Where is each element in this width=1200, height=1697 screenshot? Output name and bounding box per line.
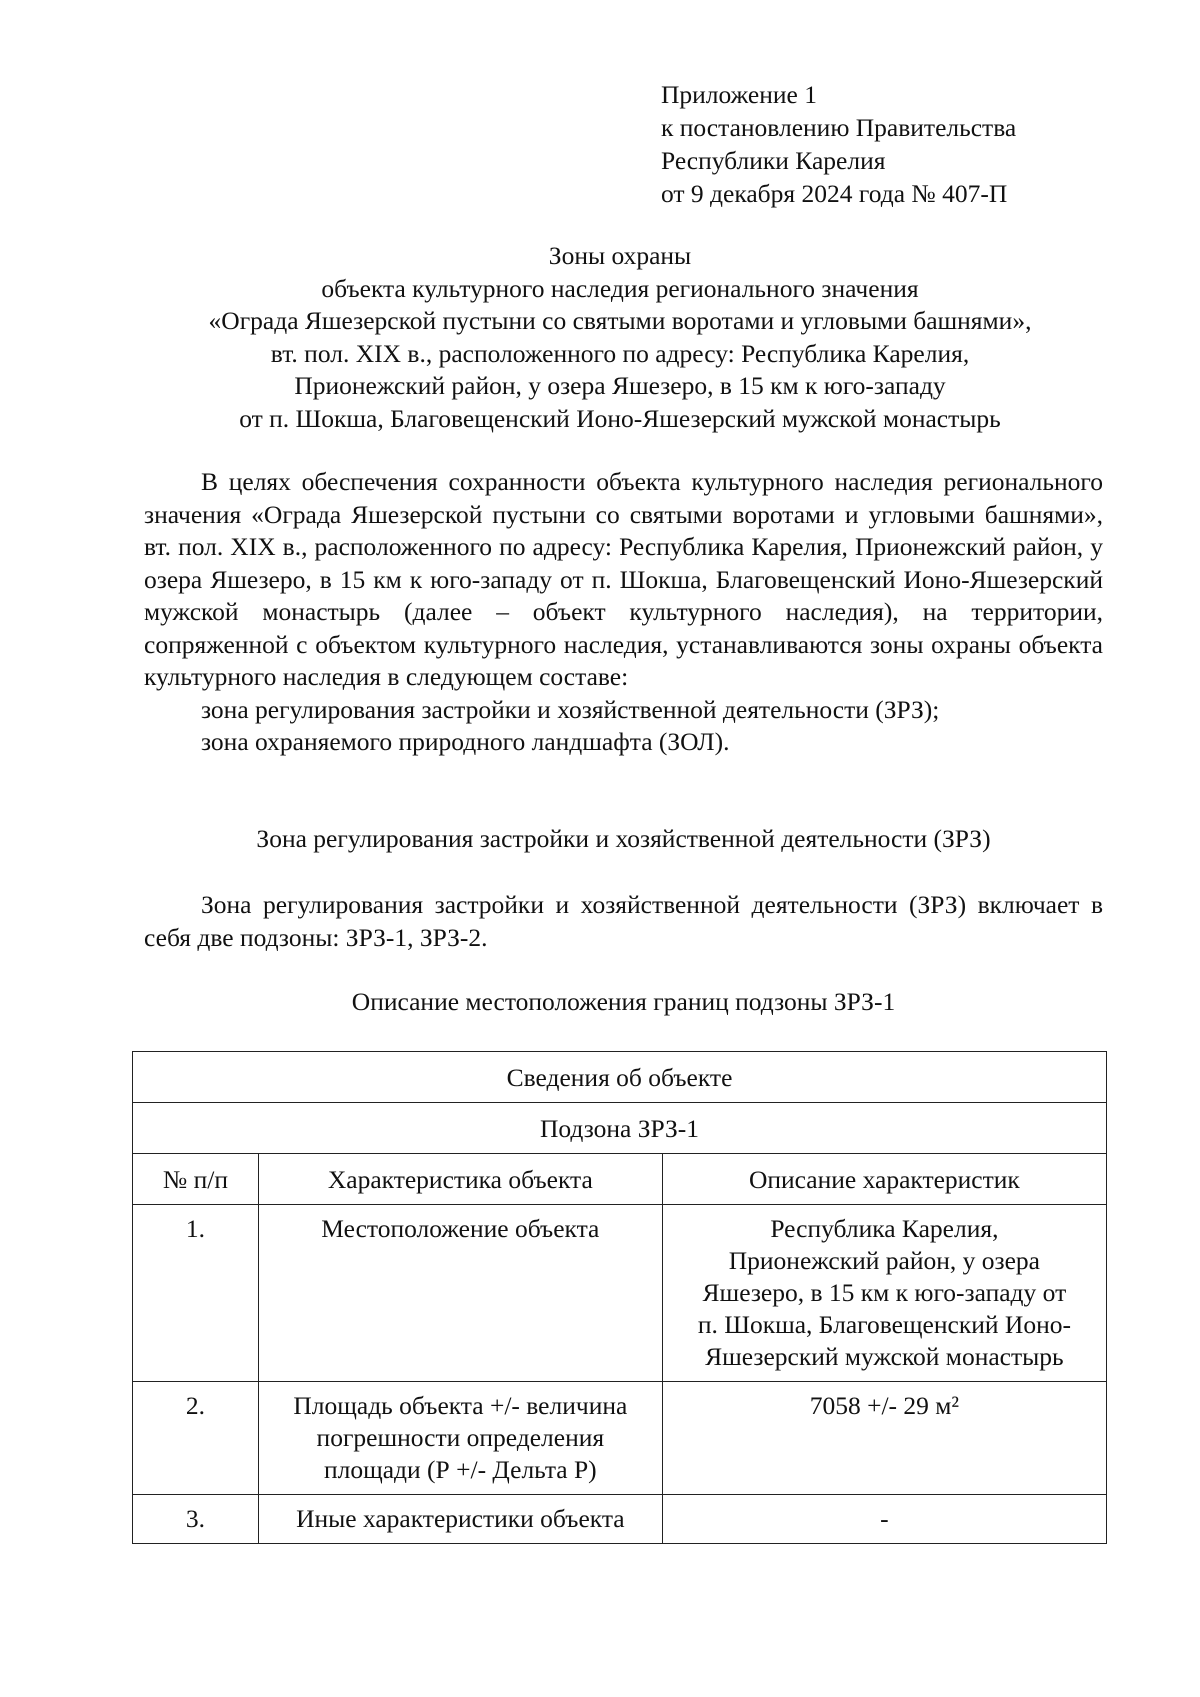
description-line: Яшезерский мужской монастырь — [705, 1342, 1064, 1371]
row-description: 7058 +/- 29 м² — [662, 1382, 1106, 1495]
annex-line: Республики Карелия — [661, 146, 886, 175]
title-line: «Ограда Яшезерской пустыни со святыми воротами и угловыми башнями», — [208, 306, 1032, 335]
row-characteristic: Иные характеристики объекта — [258, 1495, 662, 1544]
title-line: вт. пол. XIX в., расположенного по адресу: Республика Карелия, — [270, 338, 970, 368]
characteristic-line: Площадь объекта +/- величина — [293, 1391, 628, 1420]
row-description — [662, 1205, 1106, 1382]
column-header-number: № п/п — [133, 1154, 259, 1205]
description-line: Яшезеро, в 15 км к юго-западу от — [702, 1278, 1067, 1307]
annex-line: к постановлению Правительства — [661, 113, 1017, 142]
section-paragraph: Зона регулирования застройки и хозяйственной деятельности (ЗРЗ) включает в себя две подзоны: ЗРЗ-1, ЗРЗ-2. — [144, 890, 1103, 952]
description-line: Республика Карелия, — [770, 1214, 999, 1243]
title-line: Прионежский район, у озера Яшезеро, в 15 км к юго-западу — [294, 371, 946, 400]
row-number: 3. — [133, 1495, 259, 1544]
document-title — [120, 240, 1120, 435]
row-number: 1. — [133, 1205, 259, 1382]
annex-line: Приложение 1 — [661, 80, 817, 109]
characteristic-line: погрешности определения — [316, 1423, 605, 1452]
row-number: 2. — [133, 1382, 259, 1495]
description-line: Прионежский район, у озера — [728, 1246, 1041, 1275]
title-line: Зоны охраны — [548, 241, 692, 270]
row-description: - — [662, 1495, 1106, 1544]
intro-section — [144, 466, 1103, 759]
section-heading: Зона регулирования застройки и хозяйственной деятельности (ЗРЗ) — [256, 824, 991, 853]
subsection-heading: Описание местоположения границ подзоны ЗРЗ-1 — [351, 987, 896, 1016]
table-header-row — [133, 1154, 1107, 1205]
row-characteristic — [258, 1382, 662, 1495]
table-row — [133, 1205, 1107, 1382]
table-title: Сведения об объекте — [133, 1052, 1107, 1103]
object-info-table — [132, 1051, 1107, 1544]
zone-list-item: зона регулирования застройки и хозяйственной деятельности (ЗРЗ); — [201, 694, 940, 724]
zone-list-item: зона охраняемого природного ландшафта (ЗОЛ). — [201, 727, 730, 756]
row-characteristic: Местоположение объекта — [258, 1205, 662, 1382]
table-subtitle-row — [133, 1103, 1107, 1154]
section-body — [144, 889, 1103, 954]
description-line: п. Шокша, Благовещенский Ионо- — [697, 1310, 1071, 1339]
table-row — [133, 1495, 1107, 1544]
title-line: объекта культурного наследия регионального значения — [321, 273, 919, 303]
title-line: от п. Шокша, Благовещенский Ионо-Яшезерский мужской монастырь — [239, 403, 1001, 433]
table-row — [133, 1382, 1107, 1495]
annex-block — [661, 78, 1016, 210]
table-subtitle: Подзона ЗРЗ-1 — [133, 1103, 1107, 1154]
column-header-characteristic: Характеристика объекта — [258, 1154, 662, 1205]
intro-paragraph: В целях обеспечения сохранности объекта культурного наследия регионального значения «Ограда Яшезерской пустыни со святыми воротами и угловыми башнями», вт. пол. XIX в., расположенного по адресу: Республика Карелия, Прионежский район, у озера Яшезеро, в 15 км к юго-западу от п. Шокша, Благовещенский Ионо-Яшезерский мужской монастырь (далее – объект культурного наследия), на территории, сопряженной с объектом культурного наследия, устанавливаются зоны охраны объекта культурного наследия в следующем составе: — [144, 467, 1103, 691]
table-title-row — [133, 1052, 1107, 1103]
column-header-description: Описание характеристик — [662, 1154, 1106, 1205]
annex-line: от 9 декабря 2024 года № 407-П — [661, 179, 1008, 208]
characteristic-line: площади (Р +/- Дельта Р) — [323, 1455, 597, 1484]
